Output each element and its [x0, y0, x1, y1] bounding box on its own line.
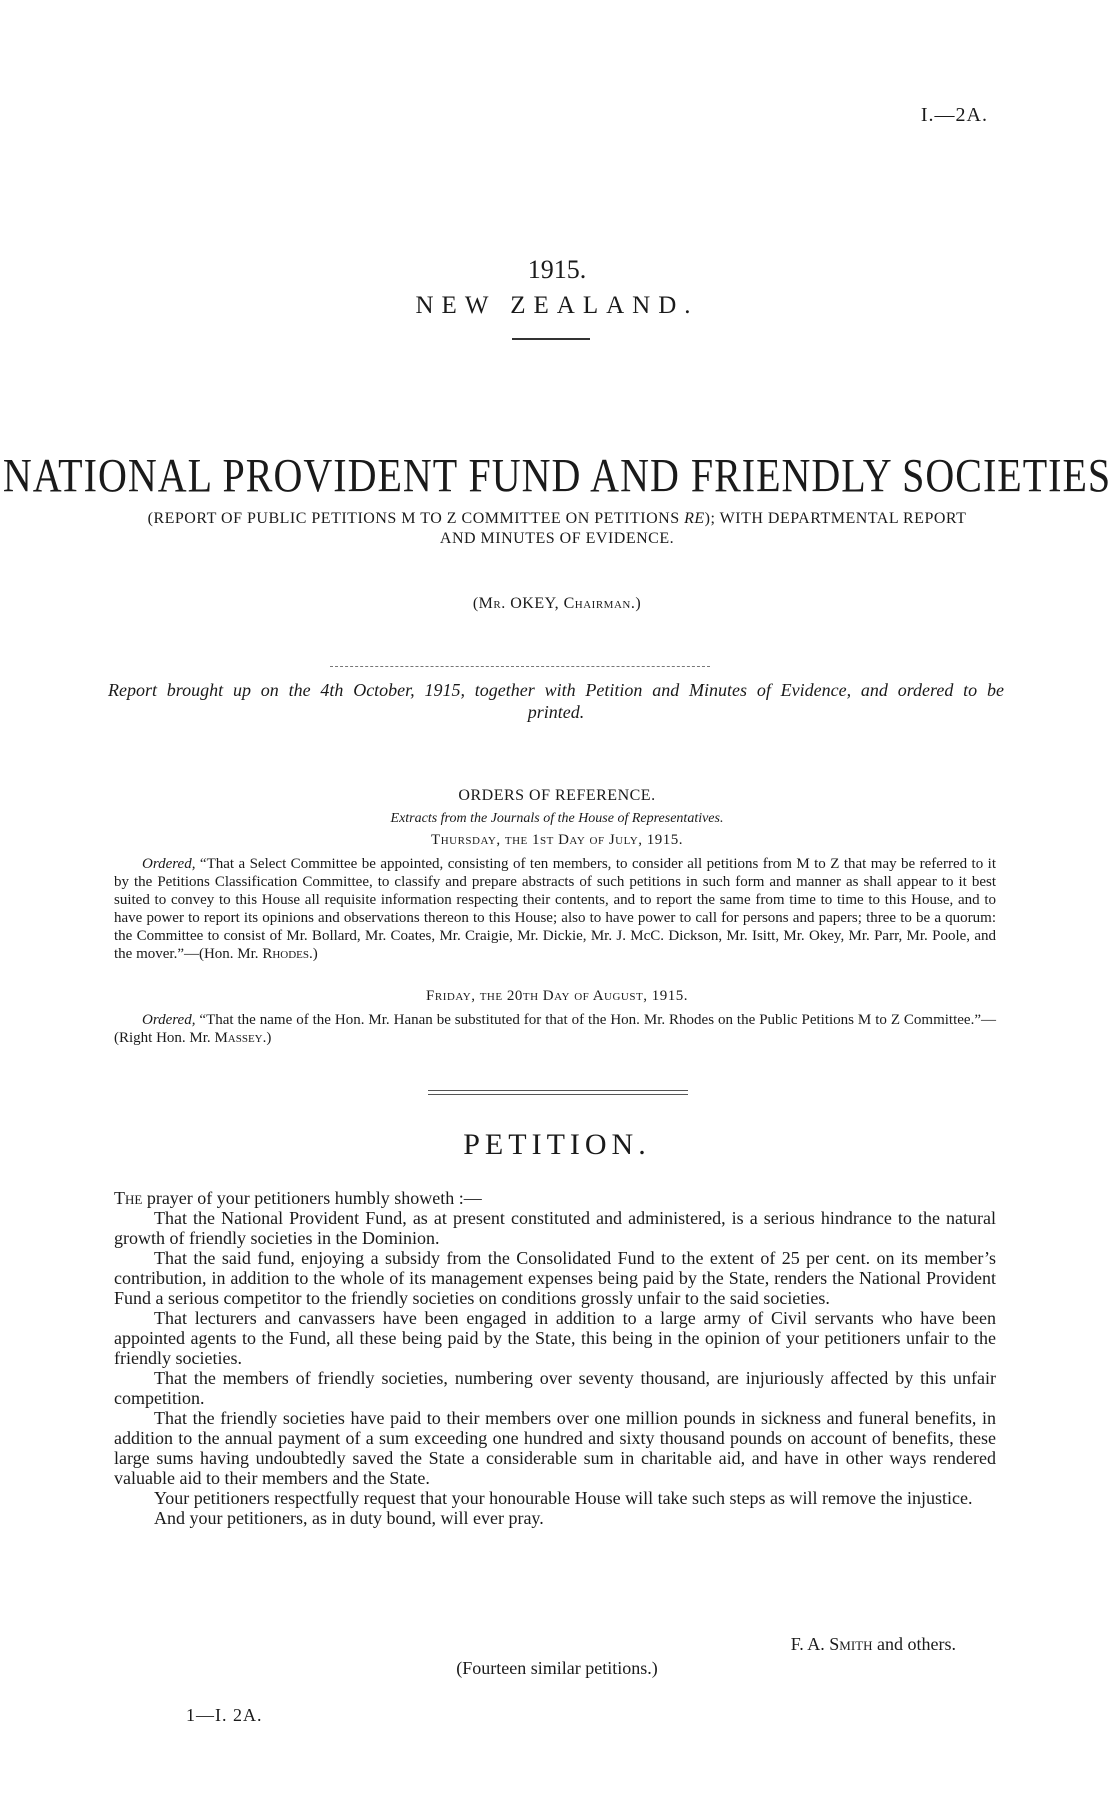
- extracts-line: Extracts from the Journals of the House of Representatives.: [390, 811, 724, 826]
- folio-signature: [186, 1705, 263, 1726]
- document-reference: [921, 104, 988, 127]
- order-text: “That a Select Committee be appointed, consisting of ten members, to consider all petitions from M to Z that may be referred to it by the Petitions Classification Committee, to classify and prepare abstracts of such petitions in such form and manner as shall appear to it best suited to convey to this House all requisite information respecting their contents, and to report the same from time to time to this House, and to have power to report its opinions and observations thereon to this House; also to have power to call for persons and papers; three to be a quorum: the Committee to consist of Mr. Bollard, Mr. Coates, Mr. Craigie, Mr. Dickie, Mr. J. McC. Dickson, Mr. Isitt, Mr. Okey, Mr. Parr, Mr. Poole, and the mover.”—(Hon. Mr.: [114, 856, 996, 962]
- divider-rule: [330, 666, 710, 667]
- signature-initials: F. A.: [790, 1634, 830, 1654]
- opening-word: The: [114, 1188, 143, 1208]
- order-close: .): [309, 946, 318, 962]
- subtitle-re: RE: [684, 510, 705, 527]
- chairman-open: (M: [472, 595, 494, 612]
- order-date: Thursday, the 1st Day of July, 1915.: [431, 832, 683, 848]
- order-mover: Massey: [214, 1030, 263, 1046]
- similar-petitions-note: (Fourteen similar petitions.): [456, 1658, 658, 1678]
- order-lead: Ordered,: [142, 856, 196, 872]
- subtitle-part-a: (REPORT OF PUBLIC PETITIONS M TO Z COMMITTEE ON PETITIONS: [147, 510, 685, 527]
- petition-paragraph: That the said fund, enjoying a subsidy from the Consolidated Fund to the extent of 25 per cent. on its member’s contribution, in addition to the whole of its management expenses being paid by the State, renders the National Provident Fund a serious competitor to the friendly societies on conditions grossly unfair to the said societies.: [114, 1248, 996, 1308]
- chairman-line: [0, 595, 1114, 613]
- doc-ref-suffix: A.: [966, 104, 988, 126]
- petition-paragraph: That lecturers and canvassers have been engaged in addition to a large army of Civil servants who have been appointed agents to the Fund, all these being paid by the State, this being in the opinion of your petitioners unfair to the friendly societies.: [114, 1308, 996, 1368]
- order-paragraph: [114, 1011, 996, 1047]
- order-date: Friday, the 20th Day of August, 1915.: [426, 988, 688, 1004]
- petition-paragraph: Your petitioners respectfully request that your honourable House will take such steps as will remove the injustice.: [154, 1488, 973, 1508]
- petition-opening: [114, 1188, 996, 1208]
- year: 1915.: [527, 255, 587, 284]
- folio-suffix: A.: [243, 1705, 263, 1725]
- order-close: .): [262, 1030, 272, 1046]
- report-line: Report brought up on the 4th October, 1915, together with Petition and Minutes of Evidence, and ordered to be printed.: [108, 680, 1004, 722]
- petition-heading: PETITION.: [463, 1128, 651, 1161]
- petition-signature: [791, 1634, 956, 1655]
- document-subtitle: [140, 509, 974, 549]
- order-lead: Ordered,: [142, 1012, 196, 1028]
- chairman-name: . OKEY,: [501, 595, 564, 612]
- petition-paragraph: That the National Provident Fund, as at present constituted and administered, is a serious hindrance to the natural growth of friendly societies in the Dominion.: [114, 1208, 996, 1248]
- orders-heading: ORDERS OF REFERENCE.: [458, 787, 656, 804]
- signature-name: Smith: [829, 1634, 873, 1654]
- double-rule: [428, 1090, 688, 1095]
- petition-paragraph: And your petitioners, as in duty bound, will ever pray.: [154, 1508, 544, 1528]
- document-title: NATIONAL PROVIDENT FUND AND FRIENDLY SOCIETIES: [2, 449, 1112, 503]
- order-text: “That the name of the Hon. Mr. Hanan be substituted for that of the Hon. Mr. Rhodes on the Public Petitions M to Z Committee.”—(Right Hon. Mr.: [114, 1012, 996, 1046]
- folio-main: 1—I. 2: [186, 1705, 243, 1725]
- petition-paragraph: That the friendly societies have paid to their members over one million pounds in sickness and funeral benefits, in addition to the annual payment of a sum exceeding one hundred and sixty thousand pounds on account of benefits, these large sums having undoubtedly saved the State a considerable sum in charitable aid, and have in other ways rendered valuable aid to their members and the State.: [114, 1408, 996, 1488]
- petition-body: [114, 1188, 996, 1528]
- divider-rule: [512, 338, 590, 340]
- chairman-role: Chairman: [563, 595, 631, 612]
- opening-rest: prayer of your petitioners humbly showeth :—: [142, 1188, 482, 1208]
- doc-ref-main: I.—2: [920, 104, 967, 126]
- order-paragraph: [114, 855, 996, 963]
- petition-paragraph: That the members of friendly societies, numbering over seventy thousand, are injuriously affected by this unfair competition.: [114, 1368, 996, 1408]
- chairman-close: .): [630, 595, 642, 612]
- subtitle-part-b: ); WITH DEPARTMENTAL REPORT AND MINUTES OF EVIDENCE.: [439, 510, 967, 547]
- order-mover: Rhodes: [262, 946, 309, 962]
- signature-rest: and others.: [872, 1634, 956, 1654]
- chairman-honorific: r: [493, 595, 502, 612]
- country: NEW ZEALAND.: [415, 292, 699, 319]
